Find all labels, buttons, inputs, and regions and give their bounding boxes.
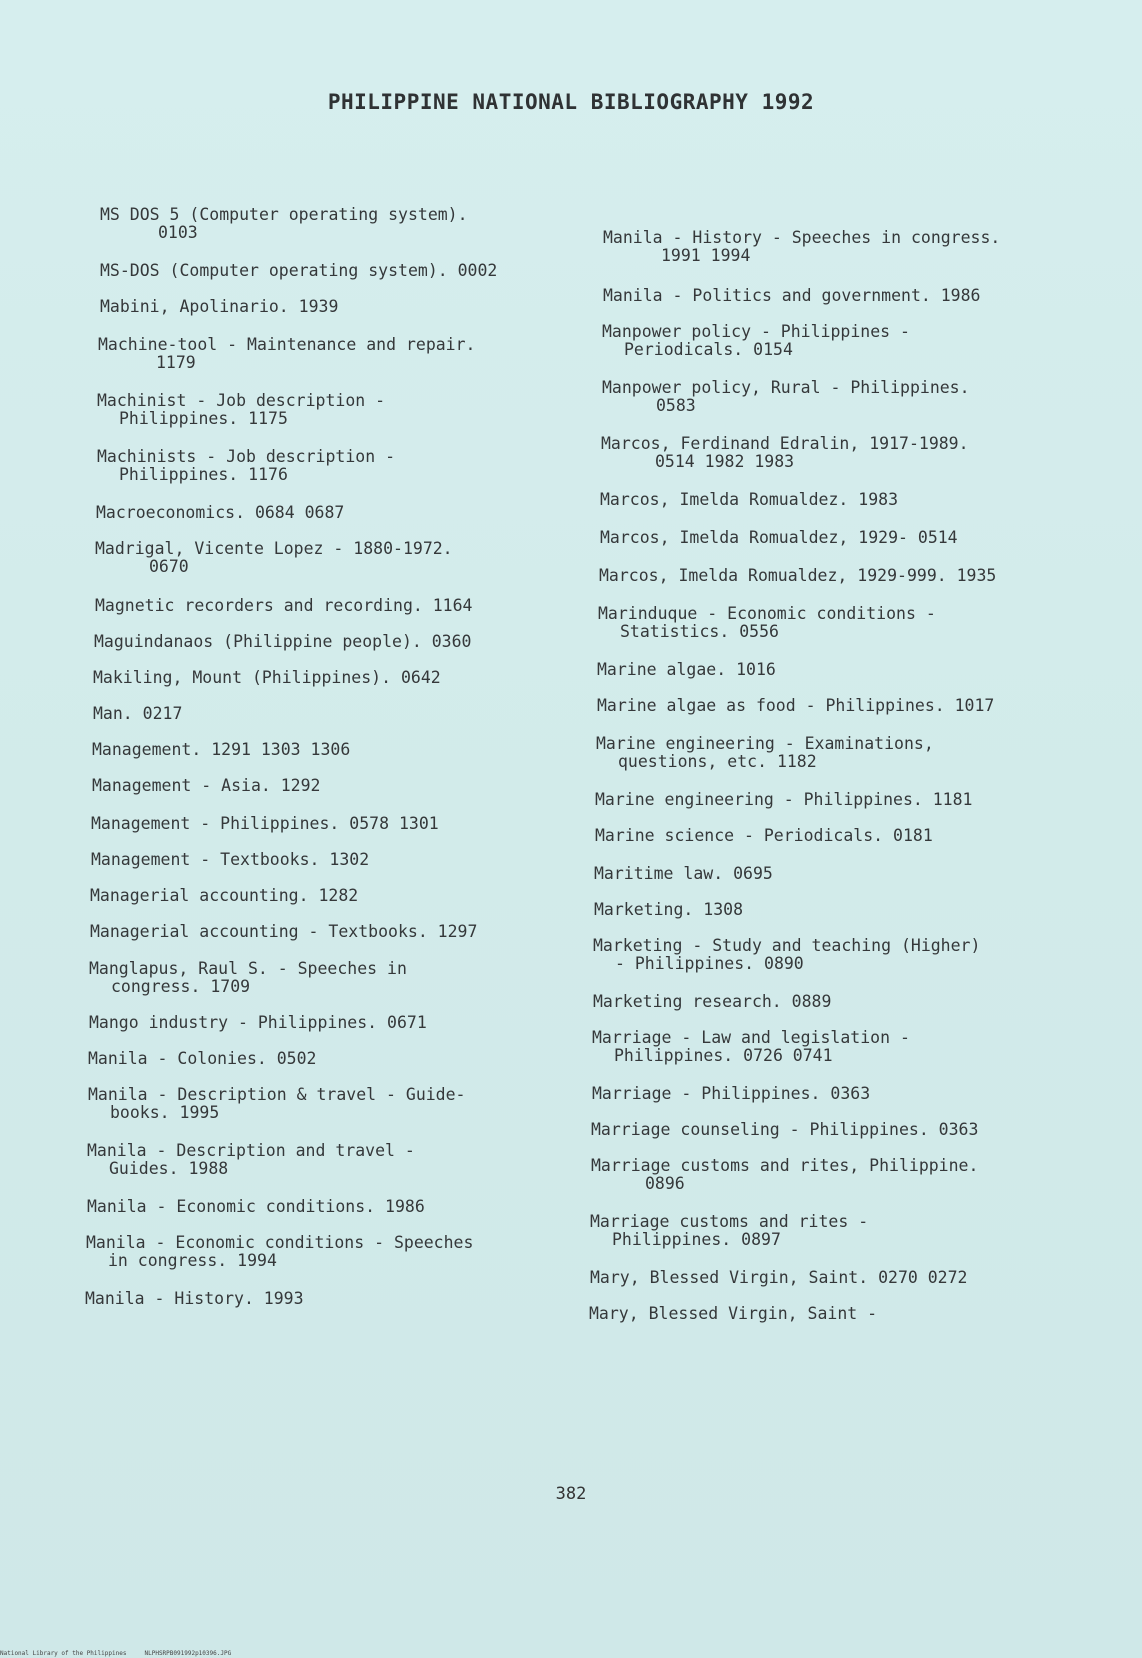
entry-heading: Manpower policy - Philippines -	[602, 322, 910, 341]
entry-heading: Manila - History. 1993	[85, 1289, 304, 1308]
entry-continuation: questions, etc. 1182	[618, 752, 817, 771]
footer-library: National Library of the Philippines	[0, 1650, 127, 1657]
index-entry	[591, 1157, 978, 1193]
entry-heading: Marketing - Study and teaching (Higher)	[593, 936, 981, 955]
entry-heading: Marine science - Periodicals. 0181	[595, 826, 933, 845]
index-entry	[91, 851, 369, 869]
entry-heading: Marine algae. 1016	[597, 660, 776, 679]
index-entry	[590, 1213, 868, 1249]
index-entry	[86, 1234, 473, 1270]
entry-continuation: congress. 1709	[111, 977, 251, 996]
index-entry	[593, 993, 831, 1011]
entry-heading: Managerial accounting. 1282	[90, 886, 359, 905]
entry-heading: Marcos, Imelda Romualdez. 1983	[600, 490, 899, 509]
index-entry	[594, 865, 773, 883]
entry-heading: Machine-tool - Maintenance and repair.	[98, 335, 476, 354]
index-entry	[96, 504, 344, 522]
entry-continuation: Statistics. 0556	[620, 622, 779, 641]
index-entry	[93, 669, 441, 687]
index-entry	[593, 937, 980, 973]
entry-continuation: 0514 1982 1983	[655, 452, 795, 471]
index-entry	[603, 287, 981, 305]
index-entry	[94, 633, 472, 651]
index-entry	[100, 206, 468, 242]
index-entry	[598, 605, 936, 641]
index-entry	[90, 887, 358, 905]
entry-continuation: - Philippines. 0890	[615, 954, 804, 973]
entry-heading: Manila - Colonies. 0502	[88, 1049, 317, 1068]
entry-heading: Manila - History - Speeches in congress.	[603, 228, 1001, 247]
index-entry	[92, 741, 350, 759]
index-entry	[100, 262, 497, 280]
entry-heading: Mary, Blessed Virgin, Saint -	[589, 1304, 878, 1323]
entry-heading: Manglapus, Raul S. - Speeches in	[89, 959, 407, 978]
entry-continuation: Philippines. 0726 0741	[614, 1046, 833, 1065]
entry-heading: Manila - Description and travel -	[87, 1141, 415, 1160]
entry-heading: Mango industry - Philippines. 0671	[89, 1013, 427, 1032]
index-entry	[88, 1050, 316, 1068]
index-entry	[98, 336, 476, 372]
index-entry	[590, 1269, 968, 1287]
index-entry	[596, 735, 934, 771]
entry-heading: MS-DOS (Computer operating system). 0002	[100, 261, 498, 280]
entry-heading: Management - Asia. 1292	[92, 776, 321, 795]
index-entry	[589, 1305, 877, 1323]
index-entry	[87, 1142, 415, 1178]
footer-file: NLPHSRPB091992p10396.JPG	[144, 1650, 232, 1657]
index-entry	[601, 435, 969, 471]
page-number: 382	[555, 1484, 587, 1504]
index-entry	[90, 923, 477, 941]
index-entry	[91, 815, 439, 833]
index-entry	[89, 960, 407, 996]
index-entry	[599, 567, 996, 585]
index-entry	[591, 1121, 978, 1139]
index-entry	[88, 1086, 466, 1122]
entry-heading: Manila - Description & travel - Guide-	[88, 1085, 466, 1104]
index-entry	[600, 491, 898, 509]
index-entry	[92, 777, 320, 795]
entry-continuation: books. 1995	[110, 1103, 220, 1122]
entry-heading: Marine engineering - Philippines. 1181	[595, 790, 973, 809]
index-entry	[93, 705, 182, 723]
entry-heading: Management. 1291 1303 1306	[92, 740, 351, 759]
entry-heading: Marine engineering - Examinations,	[596, 734, 934, 753]
entry-continuation: Philippines. 0897	[612, 1230, 781, 1249]
index-entry	[592, 1085, 870, 1103]
entry-heading: Management - Textbooks. 1302	[91, 850, 370, 869]
entry-continuation: 0583	[656, 396, 696, 415]
entry-heading: Marriage - Philippines. 0363	[592, 1084, 871, 1103]
entry-heading: Marcos, Imelda Romualdez, 1929- 0514	[600, 528, 958, 547]
entry-heading: Manpower policy, Rural - Philippines.	[602, 378, 970, 397]
entry-heading: Marriage customs and rites, Philippine.	[591, 1156, 979, 1175]
entry-heading: Macroeconomics. 0684 0687	[96, 503, 345, 522]
entry-heading: Marriage customs and rites -	[590, 1212, 869, 1231]
entry-continuation: 0103	[158, 223, 198, 242]
entry-continuation: in congress. 1994	[108, 1251, 277, 1270]
index-entry	[595, 791, 973, 809]
entry-heading: Marinduque - Economic conditions -	[598, 604, 936, 623]
index-entry	[89, 1014, 427, 1032]
entry-continuation: Philippines. 1176	[119, 465, 288, 484]
entry-continuation: 1179	[156, 353, 196, 372]
entry-continuation: 1991 1994	[661, 246, 751, 265]
index-entry	[602, 379, 970, 415]
footer	[0, 1650, 231, 1657]
index-entry	[97, 392, 385, 428]
entry-heading: Man. 0217	[93, 704, 183, 723]
entry-heading: Management - Philippines. 0578 1301	[91, 814, 439, 833]
index-entry	[594, 901, 743, 919]
index-entry	[100, 298, 338, 316]
entry-heading: Makiling, Mount (Philippines). 0642	[93, 668, 441, 687]
entry-continuation: Periodicals. 0154	[624, 340, 793, 359]
index-entry	[595, 827, 933, 845]
index-entry	[597, 697, 994, 715]
entry-heading: Maguindanaos (Philippine people). 0360	[94, 632, 472, 651]
index-entry	[592, 1029, 910, 1065]
entry-continuation: Guides. 1988	[109, 1159, 229, 1178]
page-title: PHILIPPINE NATIONAL BIBLIOGRAPHY 1992	[327, 90, 815, 114]
entry-heading: Marriage counseling - Philippines. 0363	[591, 1120, 979, 1139]
entry-continuation: 0896	[645, 1174, 685, 1193]
entry-heading: Mary, Blessed Virgin, Saint. 0270 0272	[590, 1268, 968, 1287]
index-entry	[97, 448, 395, 484]
entry-heading: Manila - Economic conditions. 1986	[87, 1197, 425, 1216]
entry-heading: Machinist - Job description -	[97, 391, 386, 410]
entry-heading: Magnetic recorders and recording. 1164	[95, 596, 473, 615]
entry-continuation: Philippines. 1175	[119, 409, 288, 428]
entry-heading: Mabini, Apolinario. 1939	[100, 297, 339, 316]
index-entry	[95, 540, 453, 576]
index-entry	[600, 529, 958, 547]
entry-heading: Marcos, Imelda Romualdez, 1929-999. 1935	[599, 566, 997, 585]
entry-heading: Marcos, Ferdinand Edralin, 1917-1989.	[601, 434, 969, 453]
entry-heading: Manila - Economic conditions - Speeches	[86, 1233, 474, 1252]
entry-heading: Machinists - Job description -	[97, 447, 396, 466]
entry-heading: Maritime law. 0695	[594, 864, 773, 883]
entry-heading: Marriage - Law and legislation -	[592, 1028, 910, 1047]
entry-heading: Managerial accounting - Textbooks. 1297	[90, 922, 478, 941]
index-entry	[85, 1290, 304, 1308]
index-entry	[87, 1198, 425, 1216]
entry-heading: Marketing. 1308	[594, 900, 744, 919]
entry-heading: Marketing research. 0889	[593, 992, 832, 1011]
entry-heading: Madrigal, Vicente Lopez - 1880-1972.	[95, 539, 453, 558]
entry-heading: MS DOS 5 (Computer operating system).	[100, 205, 468, 224]
entry-continuation: 0670	[149, 557, 189, 576]
entry-heading: Manila - Politics and government. 1986	[603, 286, 981, 305]
index-entry	[602, 323, 910, 359]
index-entry	[597, 661, 776, 679]
entry-heading: Marine algae as food - Philippines. 1017	[597, 696, 995, 715]
index-entry	[603, 229, 1000, 265]
index-entry	[95, 597, 473, 615]
